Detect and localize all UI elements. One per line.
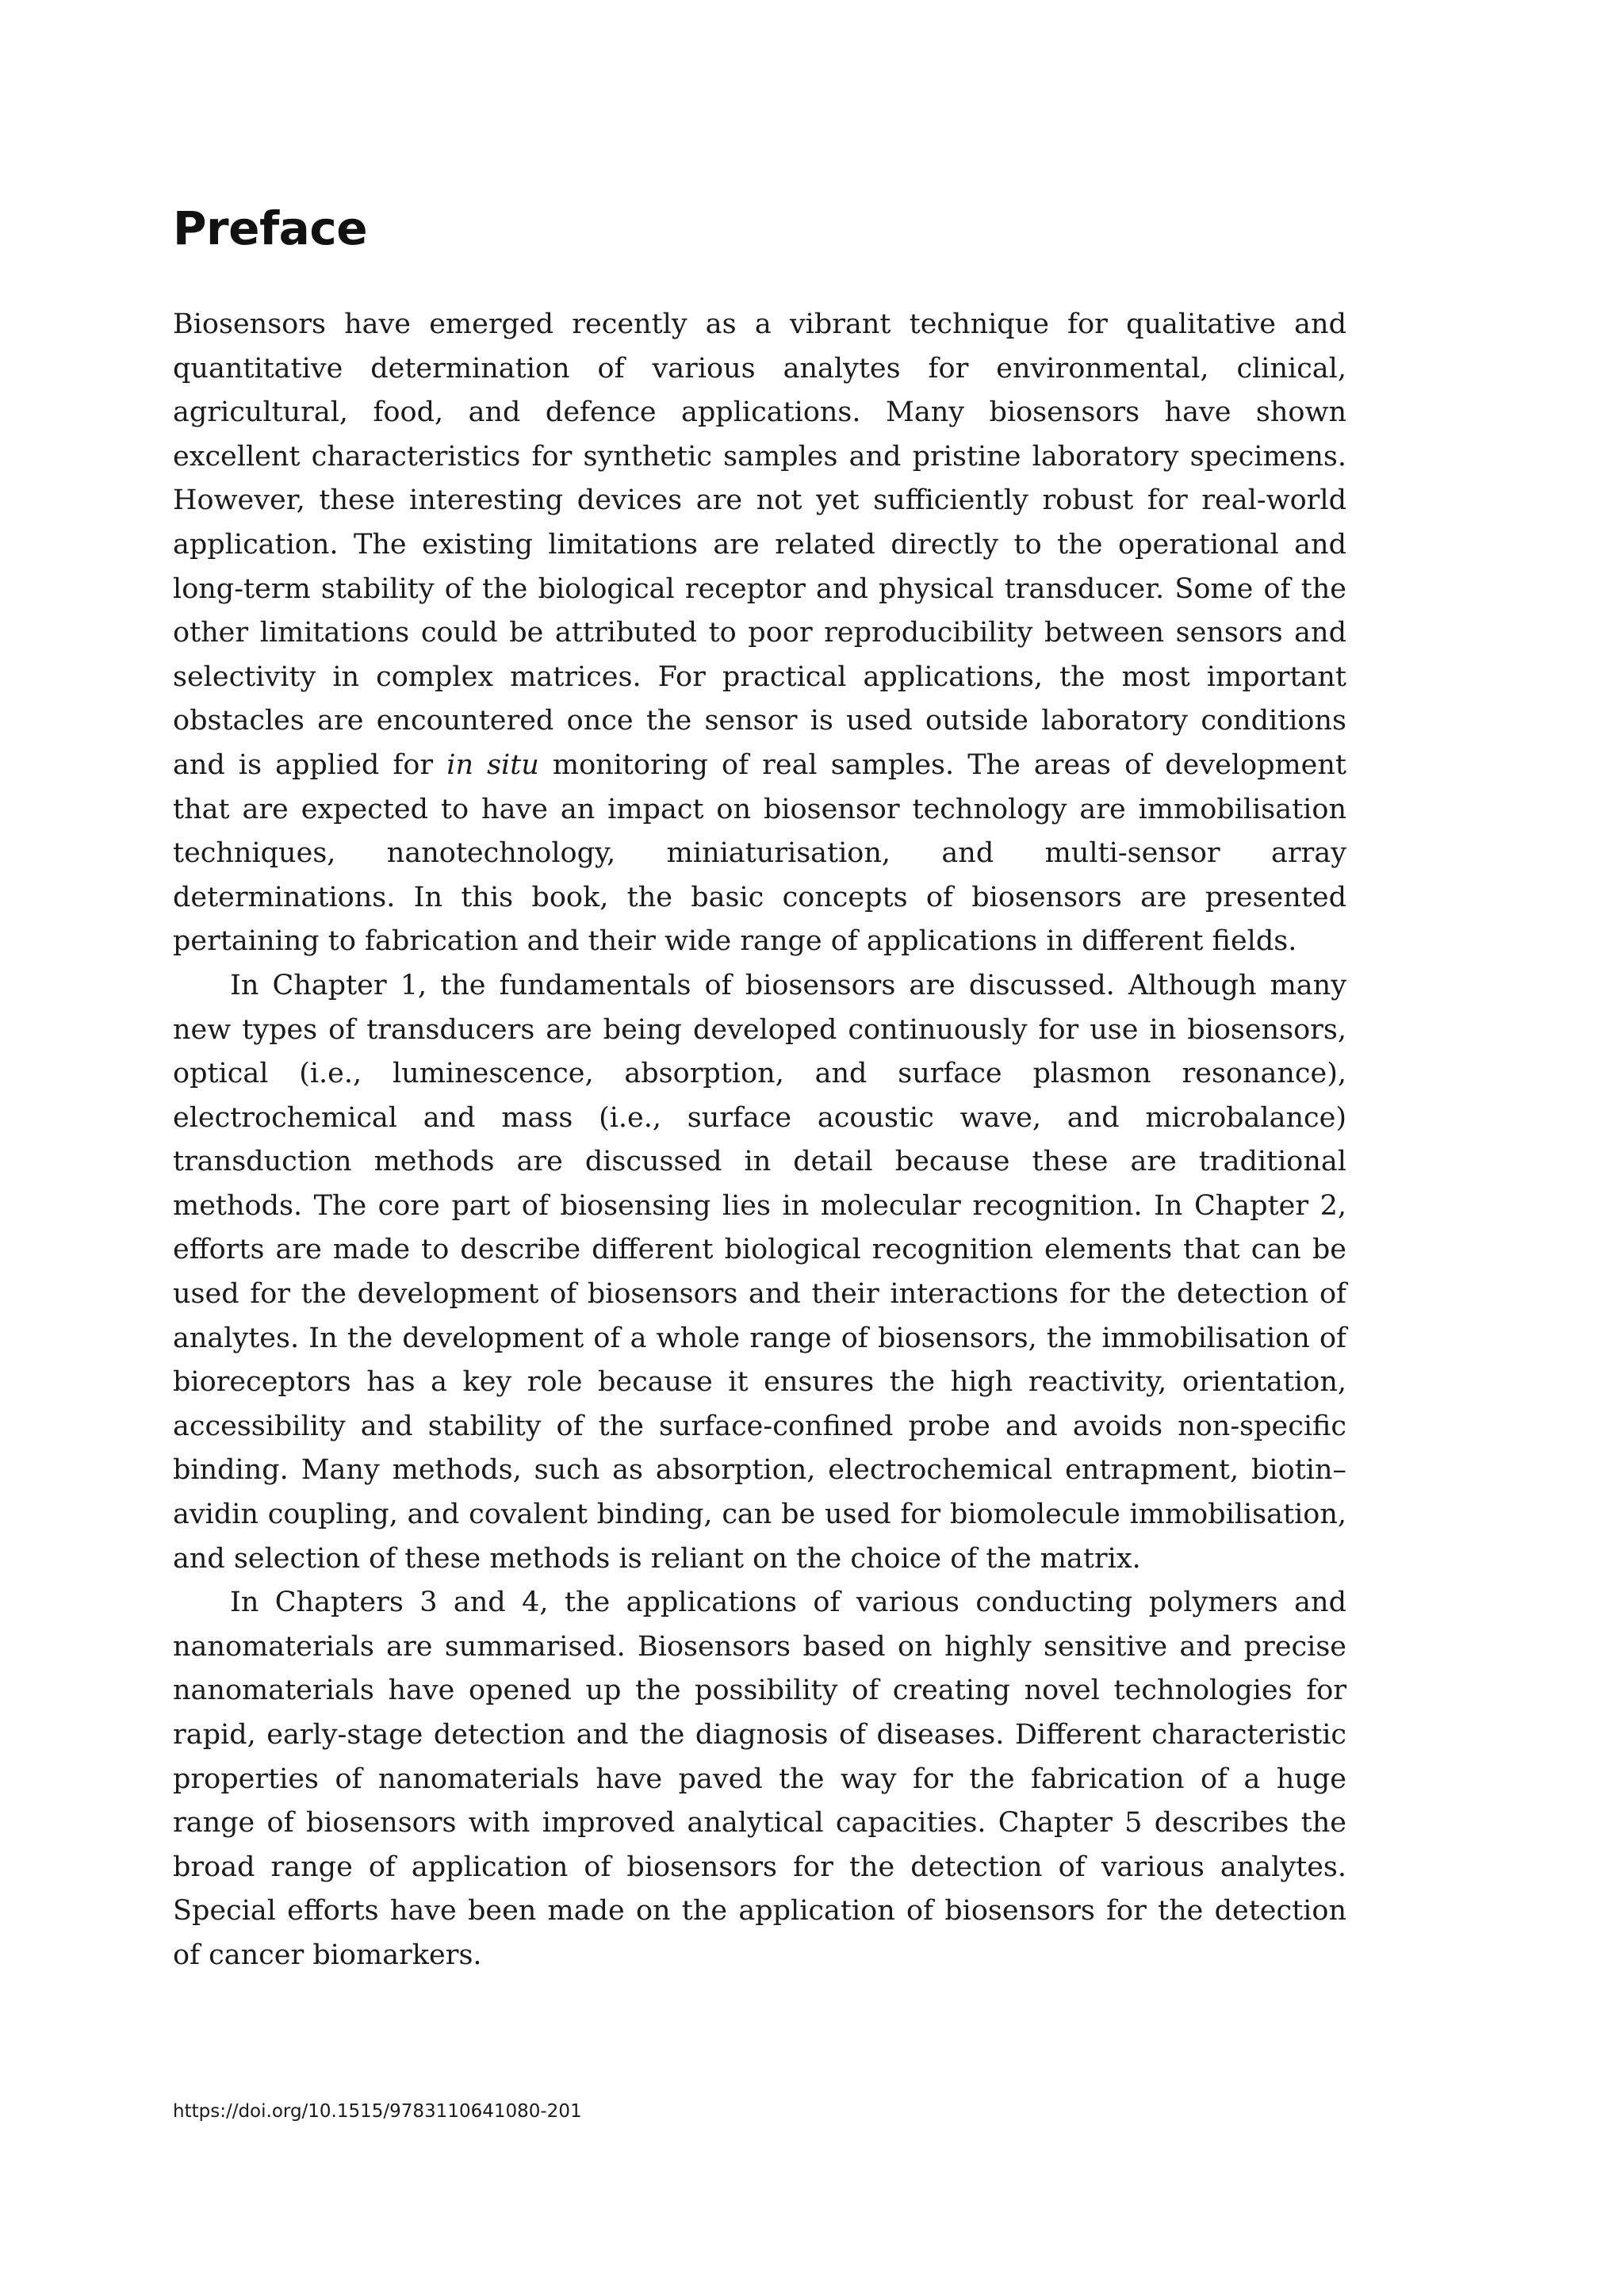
paragraph-1: [173, 303, 1346, 964]
page-title: Preface: [173, 201, 368, 255]
paragraph-1-text-after: monitoring of real samples. The areas of development that are expected to have an impact on biosensor technology are immobilisation techniques, nanotechnology, miniaturisation, and multi-sensor array determinations. In this book, the basic concepts of biosensors are presented pertaining to fabrication and their wide range of applications in different fields.: [173, 748, 1346, 958]
paragraph-1-text: Biosensors have emerged recently as a vibrant technique for qualitative and quantitative determination of various analytes for environmental, clinical, agricultural, food, and defence applications. Many biosensors have shown excellent characteristics for synthetic samples and pristine laboratory specimens. However, these interesting devices are not yet sufficiently robust for real-world application. The existing limitations are related directly to the operational and long-term stability of the biological receptor and physical transducer. Some of the other limitations could be attributed to poor reproducibility between sensors and selectivity in complex matrices. For practical applications, the most important obstacles are encountered once the sensor is used outside laboratory conditions and is applied for: [173, 308, 1346, 781]
paragraph-3: In Chapters 3 and 4, the applications of various conducting polymers and nanomaterials are summarised. Biosensors based on highly sensitive and precise nanomaterials have opened up the possibility of creating novel technologies for rapid, early-stage detection and the diagnosis of diseases. Different characteristic properties of nanomaterials have paved the way for the fabrication of a huge range of biosensors with improved analytical capacities. Chapter 5 describes the broad range of application of biosensors for the detection of various analytes. Special efforts have been made on the application of biosensors for the detection of cancer biomarkers.: [173, 1587, 1346, 1971]
doi-link[interactable]: https://doi.org/10.1515/9783110641080-201: [173, 2101, 582, 2122]
preface-body: [173, 303, 1346, 1978]
paragraph-1-italic: in situ: [446, 748, 539, 781]
paragraph-2: In Chapter 1, the fundamentals of biosensors are discussed. Although many new types of transducers are being developed continuously for use in biosensors, optical (i.e., luminescence, absorption, and surface plasmon resonance), electrochemical and mass (i.e., surface acoustic wave, and microbalance) transduction methods are discussed in detail because these are traditional methods. The core part of biosensing lies in molecular recognition. In Chapter 2, efforts are made to describe different biological recognition elements that can be used for the development of biosensors and their interactions for the detection of analytes. In the development of a whole range of biosensors, the immobilisation of bioreceptors has a key role because it ensures the high reactivity, orientation, accessibility and stability of the surface-confined probe and avoids non-specific binding. Many methods, such as absorption, electrochemical entrapment, biotin–avidin coupling, and covalent binding, can be used for biomolecule immobilisation, and selection of these methods is reliant on the choice of the matrix.: [173, 969, 1346, 1575]
